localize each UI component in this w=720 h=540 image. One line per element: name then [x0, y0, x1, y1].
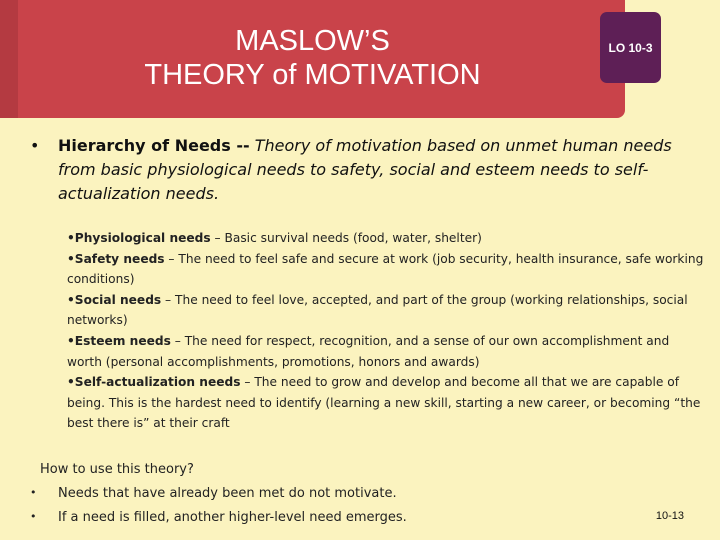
need-esteem — [67, 331, 707, 372]
need-description: – The need for respect, recognition, and a sense of our own accomplishment and worth (personal accomplishments, promotions, honors and awards) — [67, 333, 670, 369]
need-description: – The need to feel safe and secure at work (job security, health insurance, safe working conditions) — [67, 251, 704, 287]
hierarchy-text — [58, 134, 708, 206]
need-description: – Basic survival needs (food, water, shelter) — [210, 231, 482, 245]
need-term: •Social needs — [67, 292, 162, 307]
howto-heading: How to use this theory? — [40, 462, 194, 477]
needs-list — [67, 228, 707, 434]
need-term: •Safety needs — [67, 251, 165, 266]
hierarchy-term: Hierarchy of Needs -- — [58, 136, 250, 155]
need-term: •Esteem needs — [67, 333, 171, 348]
learning-objective-badge: LO 10-3 — [600, 12, 661, 83]
howto-item-text: If a need is filled, another higher-level need emerges. — [58, 510, 407, 525]
title-banner — [0, 0, 625, 118]
need-description: – The need to grow and develop and become all that we are capable of being. This is the hardest need to identify (learning a new skill, starting a new career, or becoming “the best there is” at their craft — [67, 375, 701, 431]
bullet-icon: • — [30, 136, 40, 155]
bullet-icon: • — [30, 486, 37, 499]
need-physiological — [67, 228, 707, 249]
hierarchy-definition: Theory of motivation based on unmet human needs from basic physiological needs to safety, social and esteem needs to self-actualization needs. — [58, 136, 672, 203]
need-description: – The need to feel love, accepted, and part of the group (working relationships, social networks) — [67, 292, 688, 328]
slide-title-line1: MASLOW’S — [235, 25, 390, 57]
need-term: •Self-actualization needs — [67, 375, 241, 390]
slide-title-line2: THEORY of MOTIVATION — [144, 59, 481, 91]
howto-item-text: Needs that have already been met do not motivate. — [58, 486, 397, 501]
need-safety — [67, 249, 707, 290]
need-social — [67, 290, 707, 331]
need-self-actualization — [67, 372, 707, 434]
slide-title — [0, 24, 625, 92]
page-number: 10-13 — [655, 510, 684, 522]
bullet-icon: • — [30, 510, 37, 523]
need-term: •Physiological needs — [67, 231, 211, 245]
